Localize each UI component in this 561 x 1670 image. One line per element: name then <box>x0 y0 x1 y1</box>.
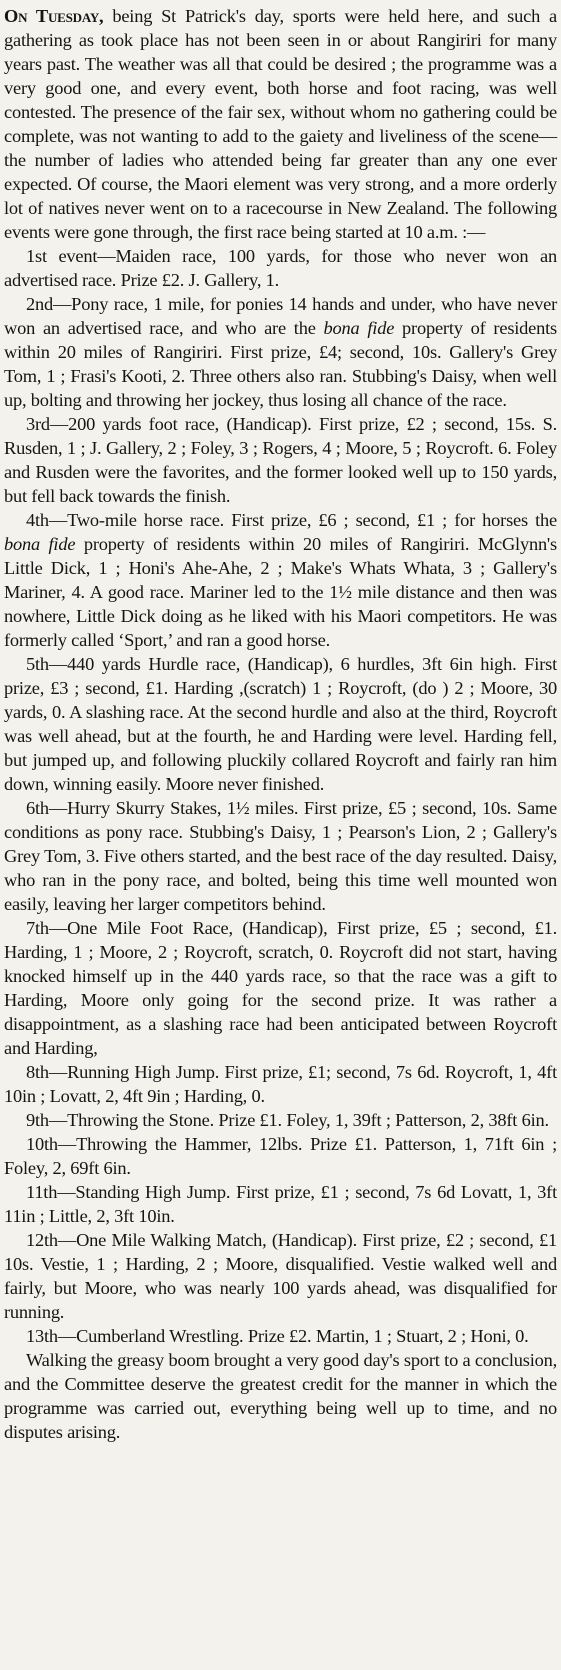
intro-paragraph <box>4 4 557 244</box>
dropcap-lead: On Tuesday, <box>4 6 104 26</box>
event-7: 7th—One Mile Foot Race, (Handicap), First prize, £5 ; second, £1. Harding, 1 ; Moore, 2 ; Roycroft, scratch, 0. Roycroft did not start, having knocked himself up in the 440 yards race, so that the race was a gift to Harding, Moore only going for the second prize. It was rather a disappointment, as a slashing race had been anticipated between Roycroft and Harding, <box>4 918 557 1058</box>
intro-text: being St Patrick's day, sports were held here, and such a gathering as took place has not been seen in or about Rangiriri for many years past. The weather was all that could be desired ; the programme was a very good one, and every event, both horse and foot racing, was well contested. The presence of the fair sex, without whom no gathering could be complete, was not wanting to add to the gaiety and liveliness of the scene—the number of ladies who attended being far greater than any one ever expected. Of course, the Maori element was very strong, and a more orderly lot of natives never went on to a racecourse in New Zealand. The following events were gone through, the first race being started at 10 a.m. :— <box>4 6 557 242</box>
event-8: 8th—Running High Jump. First prize, £1; second, 7s 6d. Roycroft, 1, 4ft 10in ; Lovatt, 2, 4ft 9in ; Harding, 0. <box>4 1062 557 1106</box>
event-9: 9th—Throwing the Stone. Prize £1. Foley, 1, 39ft ; Patterson, 2, 38ft 6in. <box>26 1110 549 1130</box>
event-2 <box>4 292 557 412</box>
event-11: 11th—Standing High Jump. First prize, £1 ; second, 7s 6d Lovatt, 1, 3ft 11in ; Little, 2, 3ft 10in. <box>4 1182 557 1226</box>
event-13: 13th—Cumberland Wrestling. Prize £2. Martin, 1 ; Stuart, 2 ; Honi, 0. <box>26 1326 529 1346</box>
event-2-text-a: 2nd—Pony race, 1 mile, for ponies 14 hands and under, who have never won an advertised race, and who are the <box>4 294 557 338</box>
closing-paragraph: Walking the greasy boom brought a very good day's sport to a conclusion, and the Committee deserve the greatest credit for the manner in which the programme was carried out, everything being well up to time, and no disputes arising. <box>4 1350 557 1442</box>
event-2-italic: bona fide <box>323 318 395 338</box>
event-4-text-b: property of residents within 20 miles of Rangiriri. McGlynn's Little Dick, 1 ; Honi's Ahe-Ahe, 2 ; Make's Whats Whata, 3 ; Gallery's Mariner, 4. A good race. Mariner led to the 1½ mile distance and then was nowhere, Little Dick doing as he liked with his Maori competitors. He was formerly called ‘Sport,’ and ran a good horse. <box>4 534 558 650</box>
event-5: 5th—440 yards Hurdle race, (Handicap), 6 hurdles, 3ft 6in high. First prize, £3 ; second, £1. Harding ,(scratch) 1 ; Roycroft, (do ) 2 ; Moore, 30 yards, 0. A slashing race. At the second hurdle and also at the third, Roycroft was well ahead, but at the fourth, he and Harding were level. Harding fell, but jumped up, and following pluckily collared Roycroft and fairly ran him down, winning easily. Moore never finished. <box>4 654 557 794</box>
event-1: 1st event—Maiden race, 100 yards, for those who never won an advertised race. Prize £2. J. Gallery, 1. <box>4 246 557 290</box>
event-10: 10th—Throwing the Hammer, 12lbs. Prize £1. Patterson, 1, 71ft 6in ; Foley, 2, 69ft 6in. <box>4 1134 557 1178</box>
event-3: 3rd—200 yards foot race, (Handicap). First prize, £2 ; second, 15s. S. Rusden, 1 ; J. Gallery, 2 ; Foley, 3 ; Rogers, 4 ; Moore, 5 ; Roycroft. 6. Foley and Rusden were the favorites, and the former looked well up to 150 yards, but fell back towards the finish. <box>4 414 557 506</box>
event-4-text-a: 4th—Two-mile horse race. First prize, £6 ; second, £1 ; for horses the <box>26 510 557 530</box>
event-6: 6th—Hurry Skurry Stakes, 1½ miles. First prize, £5 ; second, 10s. Same conditions as pony race. Stubbing's Daisy, 1 ; Pearson's Lion, 2 ; Gallery's Grey Tom, 3. Five others started, and the best race of the day resulted. Daisy, who ran in the pony race, and bolted, being this time well mounted won easily, leaving her larger competitors behind. <box>4 798 557 914</box>
event-4-italic: bona fide <box>4 534 76 554</box>
event-12: 12th—One Mile Walking Match, (Handicap). First prize, £2 ; second, £1 10s. Vestie, 1 ; Harding, 2 ; Moore, disqualified. Vestie walked well and fairly, but Moore, who was nearly 100 yards ahead, was disqualified for running. <box>4 1230 557 1322</box>
event-4 <box>4 508 557 652</box>
event-2-text-b: property of residents within 20 miles of Rangiriri. First prize, £4; second, 10s. Gallery's Grey Tom, 1 ; Frasi's Kooti, 2. Three others also ran. Stubbing's Daisy, when well up, bolting and throwing her jockey, thus losing all chance of the race. <box>4 318 558 410</box>
